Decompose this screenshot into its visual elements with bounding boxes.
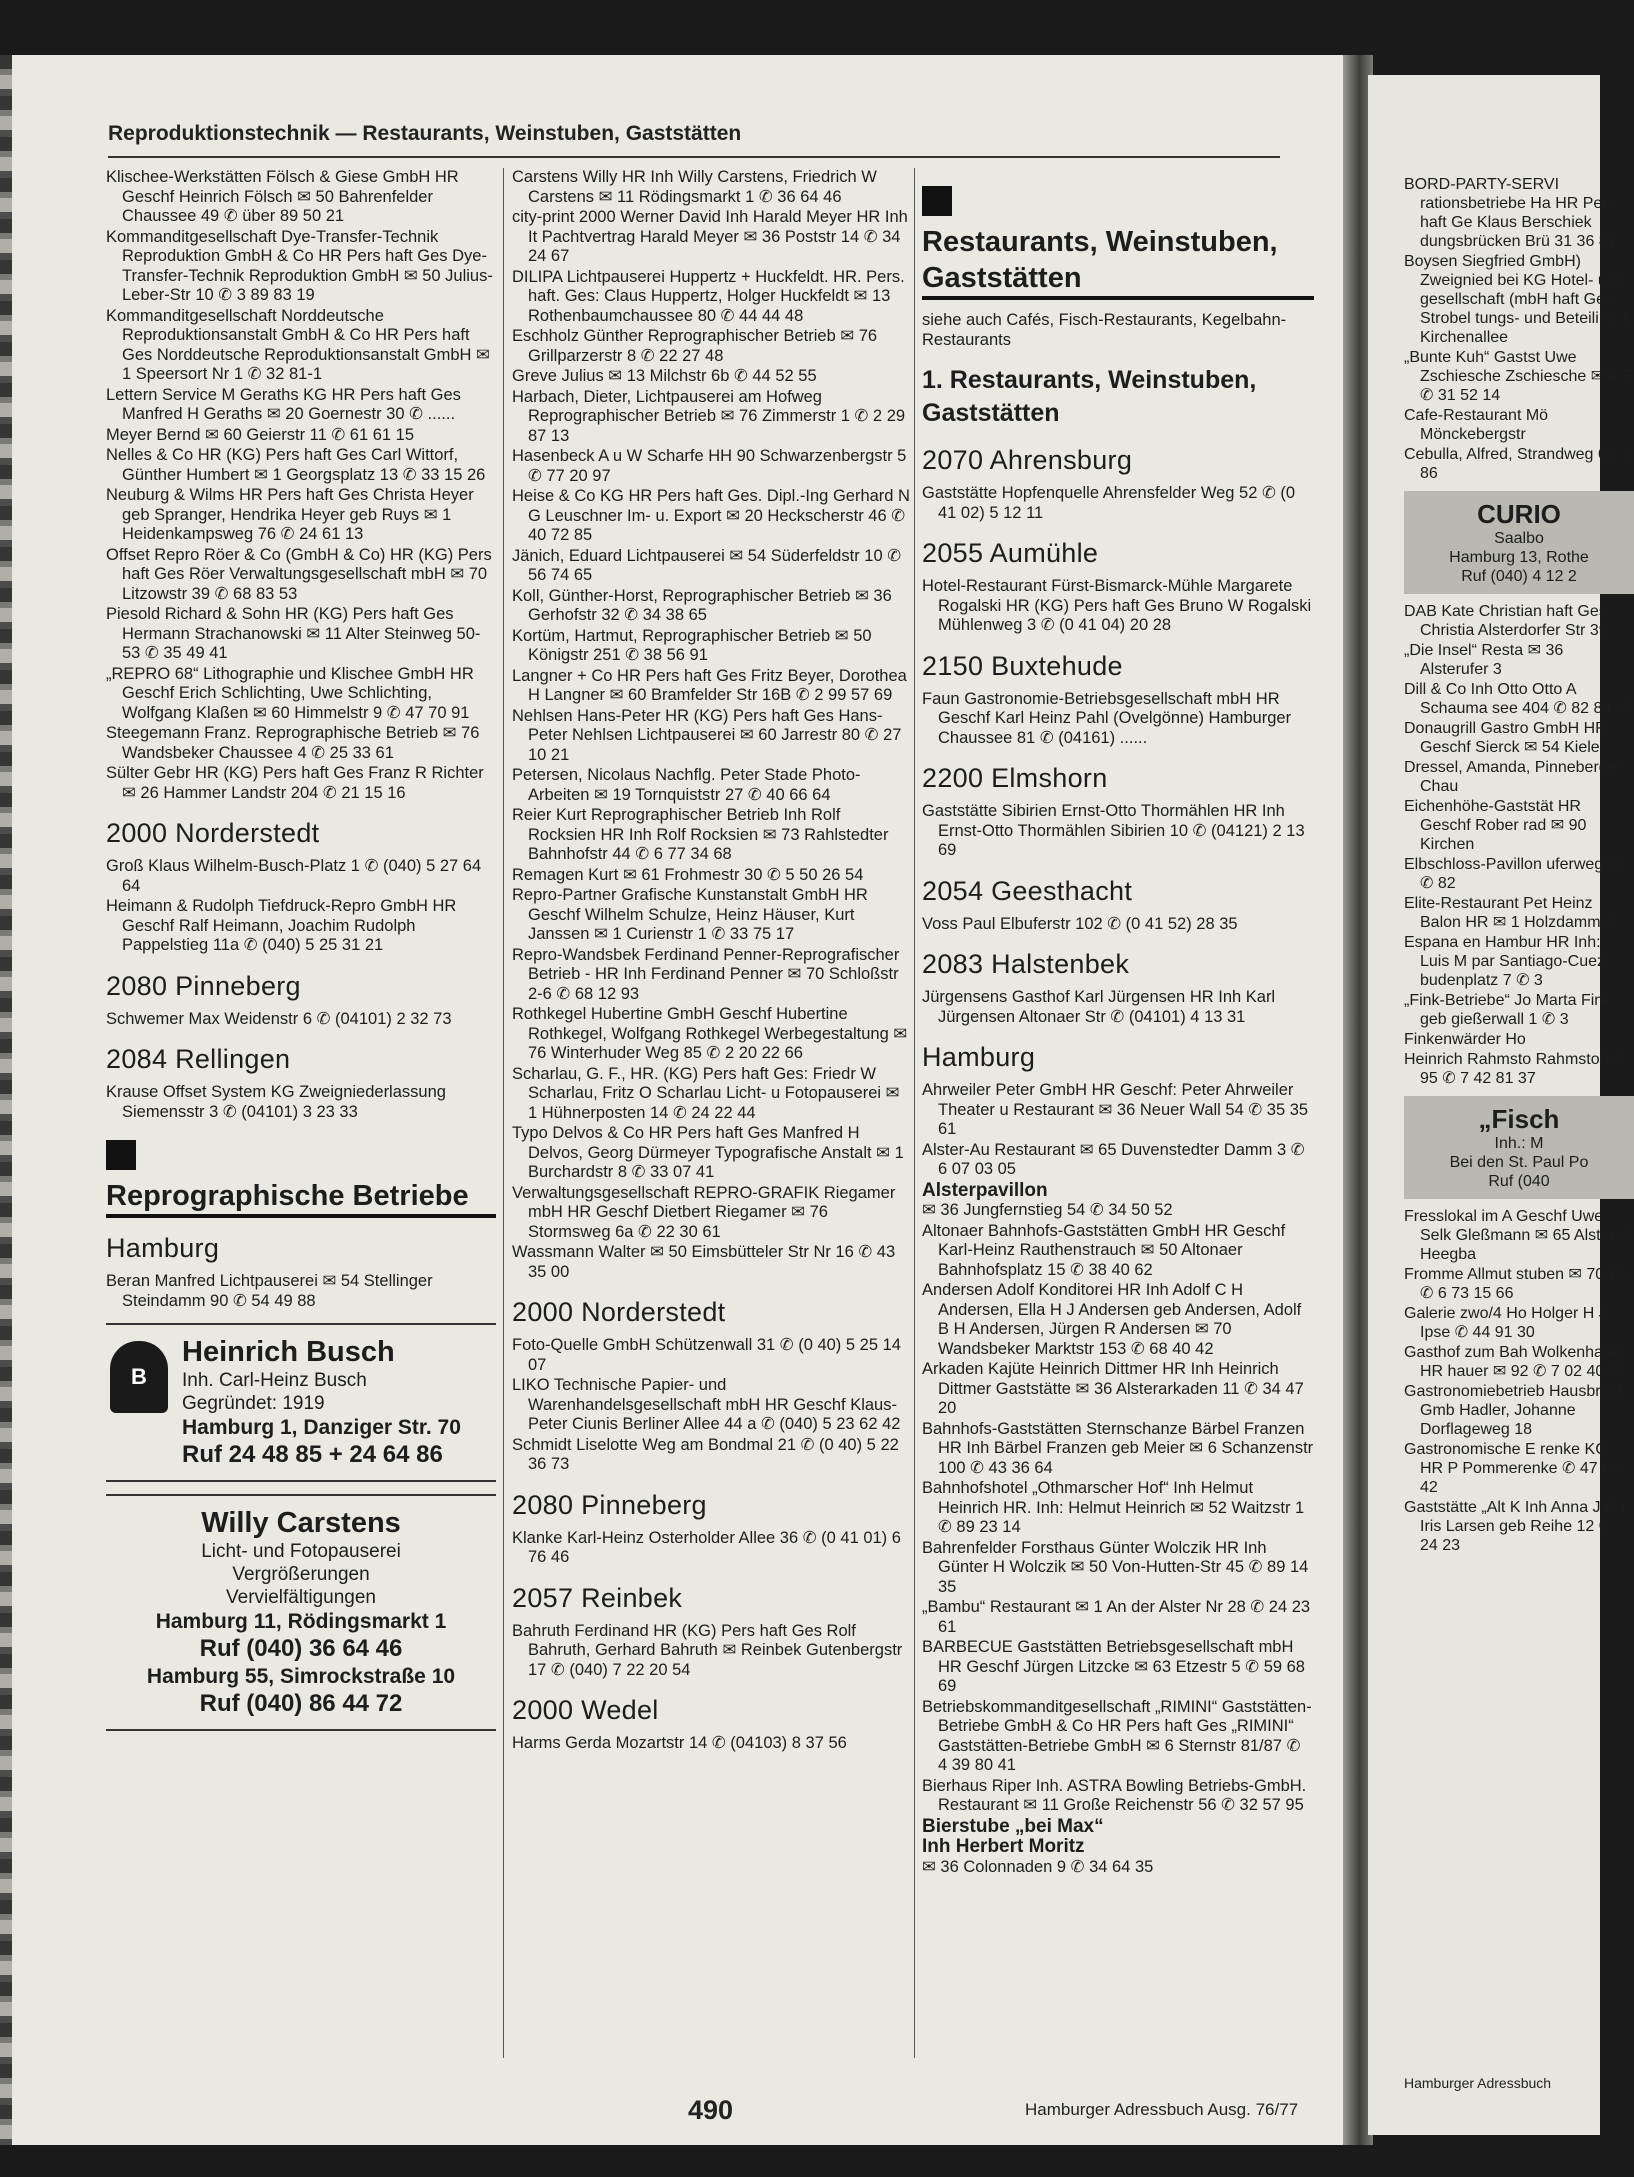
right-page-ad-box bbox=[1404, 1096, 1634, 1199]
directory-entry: Groß Klaus Wilhelm-Busch-Platz 1 ✆ (040) 5 27 64 64 bbox=[106, 857, 482, 895]
directory-entry: Reier Kurt Reprographischer Betrieb Inh Rolf Rocksien HR Inh Rolf Rocksien ✉ 73 Rahlstedter Bahnhofstr 44 ✆ 6 77 34 68 bbox=[512, 806, 889, 863]
right-page-entry: „Die Insel“ Resta ✉ 36 Alsterufer 3 bbox=[1404, 642, 1564, 678]
column-divider bbox=[914, 168, 915, 2058]
section-heading: Restaurants, Weinstuben, Gaststätten bbox=[922, 224, 1314, 300]
directory-entry: Bahnhofshotel „Othmarscher Hof“ Inh Helmut Heinrich HR. Inh: Helmut Heinrich ✉ 52 Waitzstr 1 ✆ 89 23 14 bbox=[922, 1479, 1305, 1536]
directory-entry: Beran Manfred Lichtpauserei ✉ 54 Stellinger Steindamm 90 ✆ 54 49 88 bbox=[106, 1272, 433, 1310]
section-heading: Reprographische Betriebe bbox=[106, 1178, 496, 1218]
page-footer: Hamburger Adressbuch Ausg. 76/77 bbox=[1025, 2100, 1299, 2119]
city-heading: 2083 Halstenbek bbox=[922, 949, 1130, 979]
right-page-ad-line2: Hamburg 13, Rothe bbox=[1449, 549, 1589, 566]
directory-entry: Heimann & Rudolph Tiefdruck-Repro GmbH HR Geschf Ralf Heimann, Joachim Rudolph Pappelstieg 11a ✆ (040) 5 25 31 21 bbox=[106, 897, 457, 954]
directory-entry: Gaststätte Hopfenquelle Ahrensfelder Weg 52 ✆ (0 41 02) 5 12 11 bbox=[922, 484, 1296, 522]
right-page-ad-line1: Saalbo bbox=[1494, 530, 1544, 547]
directory-entry: Kommanditgesellschaft Dye-Transfer-Technik Reproduktion GmbH & Co HR Pers haft Ges Dye-Transfer-Technik Reproduktion GmbH ✉ 50 Julius-Leber-Str 10 ✆ 3 89 83 19 bbox=[106, 227, 493, 304]
right-page-ad-line2: Bei den St. Paul Po bbox=[1449, 1154, 1589, 1171]
directory-entry: BARBECUE Gaststätten Betriebsgesellschaft mbH HR Geschf Jürgen Litzcke ✉ 63 Etzestr 5 ✆ 59 68 69 bbox=[922, 1638, 1305, 1695]
right-page-entry: Elite-Restaurant Pet Heinz Balon HR ✉ 1 Holzdamm 4 bbox=[1404, 895, 1614, 931]
entry-list bbox=[512, 168, 910, 1754]
directory-entry: Klischee-Werkstätten Fölsch & Giese GmbH HR Geschf Heinrich Fölsch ✉ 50 Bahrenfelder Chaussee 49 ✆ über 89 50 21 bbox=[106, 168, 459, 225]
right-page-entry: Fresslokal im A Geschf Uwe Selk Gleßmann ✉ 65 Alstertal Heegba bbox=[1404, 1208, 1632, 1263]
directory-entry: Nehlsen Hans-Peter HR (KG) Pers haft Ges Hans-Peter Nehlsen Lichtpauserei ✉ 60 Jarrestr 80 ✆ 27 10 21 bbox=[512, 706, 902, 764]
directory-entry: Wassmann Walter ✉ 50 Eimsbütteler Str Nr 16 ✆ 43 35 00 bbox=[512, 1243, 896, 1281]
directory-entry: Meyer Bernd ✉ 60 Geierstr 11 ✆ 61 61 15 bbox=[106, 425, 414, 444]
city-heading: 2000 Wedel bbox=[512, 1695, 659, 1725]
directory-entry: Ahrweiler Peter GmbH HR Geschf: Peter Ahrweiler Theater u Restaurant ✉ 36 Neuer Wall 54 ✆ 35 35 61 bbox=[922, 1081, 1309, 1138]
directory-entry: Offset Repro Röer & Co (GmbH & Co) HR (KG) Pers haft Ges Röer Verwaltungsgesellschaft mbH ✉ 70 Litzowstr 39 ✆ 68 83 53 bbox=[106, 545, 492, 603]
ad-heinrich-busch bbox=[106, 1323, 496, 1482]
right-page-entry: Cafe-Restaurant Mö Mönckebergstr bbox=[1404, 407, 1549, 443]
right-page-entry: Boysen Siegfried GmbH) Zweignied bei KG Hotel- und gesellschaft (mbH haft Ges Strobel tungs- und Beteili ✉ 1 Kirchenallee bbox=[1404, 253, 1630, 346]
right-page-entry: Espana en Hambur HR Inh: Luis M par Santiago-Cuez budenplatz 7 ✆ 3 bbox=[1404, 934, 1605, 989]
directory-entry: Heise & Co KG HR Pers haft Ges. Dipl.-Ing Gerhard N G Leuschner Im- u. Export ✉ 20 Heckscherstr 46 ✆ 40 72 85 bbox=[512, 487, 910, 544]
directory-entry: Betriebskommanditgesellschaft „RIMINI“ Gaststätten-Betriebe GmbH & Co HR Pers haft Ges „RIMINI“ Gaststätten-Betriebe GmbH ✉ 6 Sternstr 81/87 ✆ 4 39 80 41 bbox=[922, 1697, 1312, 1774]
directory-entry: Sülter Gebr HR (KG) Pers haft Ges Franz R Richter ✉ 26 Hammer Landstr 204 ✆ 21 15 16 bbox=[106, 764, 484, 802]
entry-list bbox=[106, 168, 496, 1311]
directory-entry: city-print 2000 Werner David Inh Harald Meyer HR Inh It Pachtvertrag Harald Meyer ✉ 36 Poststr 14 ✆ 34 24 67 bbox=[512, 208, 908, 265]
ad-busch-address: Hamburg 1, Danziger Str. 70 bbox=[182, 1416, 461, 1439]
ad-busch-line: Inh. Carl-Heinz Busch bbox=[182, 1370, 367, 1391]
directory-entry: Eschholz Günther Reprographischer Betrieb ✉ 76 Grillparzerstr 8 ✆ 22 27 48 bbox=[512, 327, 878, 365]
directory-entry: Repro-Partner Grafische Kunstanstalt GmbH HR Geschf Wilhelm Schulze, Heinz Häuser, Kurt Janssen ✉ 1 Curienstr 1 ✆ 33 75 17 bbox=[512, 886, 868, 943]
bold-entry: Alsterpavillon bbox=[922, 1179, 1048, 1201]
right-page-entry: Donaugrill Gastro GmbH HR Geschf Sierck ✉ 54 Kiele bbox=[1404, 720, 1607, 756]
right-page-entry: Galerie zwo/4 Ho Holger H J Ipse ✆ 44 91 30 bbox=[1404, 1305, 1607, 1341]
ad-carstens-address-2: Hamburg 55, Simrockstraße 10 bbox=[146, 1665, 456, 1688]
directory-entry: Kommanditgesellschaft Norddeutsche Reproduktionsanstalt GmbH & Co HR Pers haft Ges Norddeutsche Reproduktionsanstalt GmbH ✉ 1 Speersort Nr 1 ✆ 32 81-1 bbox=[106, 306, 490, 383]
right-page-entry: Fromme Allmut stuben ✉ 70 Da ✆ 6 73 15 66 bbox=[1404, 1266, 1630, 1302]
right-page-entry: Elbschloss-Pavillon uferweg 80 ✆ 82 bbox=[1404, 856, 1626, 892]
right-page-entries bbox=[1404, 175, 1634, 1556]
ad-busch-phone: Ruf 24 48 85 + 24 64 86 bbox=[182, 1441, 443, 1468]
directory-entry: Nelles & Co HR (KG) Pers haft Ges Carl Wittorf, Günther Humbert ✉ 1 Georgsplatz 13 ✆ 33 15 26 bbox=[106, 446, 486, 484]
directory-entry: Steegemann Franz. Reprographische Betrieb ✉ 76 Wandsbeker Chaussee 4 ✆ 25 33 61 bbox=[106, 724, 480, 762]
directory-entry: LIKO Technische Papier- und Warenhandelsgesellschaft mbH HR Geschf Klaus-Peter Ciunis Berliner Allee 44 a ✆ (040) 5 23 62 42 bbox=[512, 1376, 901, 1433]
city-heading: 2057 Reinbek bbox=[512, 1582, 683, 1613]
directory-entry: ✉ 36 Colonnaden 9 ✆ 34 64 35 bbox=[922, 1857, 1154, 1876]
directory-entry: Faun Gastronomie-Betriebsgesellschaft mbH HR Geschf Karl Heinz Pahl (Ovelgönne) Hamburger Chaussee 81 ✆ (04161) ...... bbox=[922, 689, 1292, 747]
right-page-entry: Finkenwärder Ho bbox=[1404, 1031, 1526, 1048]
page-header: Reproduktionstechnik — Restaurants, Weinstuben, Gaststätten bbox=[108, 122, 742, 145]
right-page-entry: Cebulla, Alfred, Strandweg 65 ✆ 86 bbox=[1404, 446, 1634, 482]
city-heading: 2080 Pinneberg bbox=[106, 970, 301, 1001]
right-page-entry: BORD-PARTY-SERVI rationsbetriebe Ha HR Pers haft Ge Klaus Berschiek dungsbrücken Brü 31 36 87 bbox=[1404, 176, 1617, 250]
city-heading: 2084 Rellingen bbox=[106, 1044, 291, 1074]
right-page-entry: „Bunte Kuh“ Gastst Uwe Zschiesche Zschiesche ✉ 4 F ✆ 31 52 14 bbox=[1404, 349, 1632, 404]
header-rule bbox=[108, 156, 1280, 158]
city-heading: 2000 Norderstedt bbox=[512, 1297, 726, 1327]
right-page-footer: Hamburger Adressbuch bbox=[1404, 2075, 1552, 2091]
column-divider bbox=[503, 168, 504, 2058]
directory-entry: Piesold Richard & Sohn HR (KG) Pers haft Ges Hermann Strachanowski ✉ 11 Alter Steinweg 50-53 ✆ 35 49 41 bbox=[106, 605, 481, 662]
directory-entry: Bahruth Ferdinand HR (KG) Pers haft Ges Rolf Bahruth, Gerhard Bahruth ✉ Reinbek Gutenbergstr 17 ✆ (040) 7 22 20 54 bbox=[512, 1621, 903, 1679]
right-page-entry: Eichenhöhe-Gaststät HR Geschf Rober rad ✉ 90 Kirchen bbox=[1404, 798, 1587, 853]
directory-entry: ✉ 36 Jungfernstieg 54 ✆ 34 50 52 bbox=[922, 1201, 1173, 1219]
bold-entry: Inh Herbert Moritz bbox=[922, 1836, 1085, 1857]
directory-entry: Harbach, Dieter, Lichtpauserei am Hofweg Reprographischer Betrieb ✉ 76 Zimmerstr 1 ✆ 2 29 87 13 bbox=[512, 387, 906, 445]
directory-entry: Bierhaus Riper Inh. ASTRA Bowling Betriebs-GmbH. Restaurant ✉ 11 Große Reichenstr 56 ✆ 32 57 95 bbox=[922, 1776, 1307, 1814]
right-page-ad-title: „Fisch bbox=[1478, 1104, 1560, 1134]
city-heading: Hamburg bbox=[106, 1233, 220, 1263]
directory-entry: Petersen, Nicolaus Nachflg. Peter Stade Photo-Arbeiten ✉ 19 Tornquiststr 27 ✆ 40 66 64 bbox=[512, 766, 861, 804]
directory-entry: Carstens Willy HR Inh Willy Carstens, Friedrich W Carstens ✉ 11 Rödingsmarkt 1 ✆ 36 64 46 bbox=[512, 168, 877, 206]
directory-entry: Altonaer Bahnhofs-Gaststätten GmbH HR Geschf Karl-Heinz Rauthenstrauch ✉ 50 Altonaer Bahnhofsplatz 15 ✆ 38 40 62 bbox=[922, 1221, 1286, 1279]
directory-entry: Krause Offset System KG Zweigniederlassung Siemensstr 3 ✆ (04101) 3 23 33 bbox=[106, 1083, 446, 1121]
ad-busch-row bbox=[110, 1335, 492, 1470]
right-page-ad-line3: Ruf (040) 4 12 2 bbox=[1461, 568, 1577, 585]
city-heading: 2070 Ahrensburg bbox=[922, 445, 1133, 475]
section-marker-square bbox=[106, 1140, 136, 1170]
directory-entry: Rothkegel Hubertine GmbH Geschf Hubertine Rothkegel, Wolfgang Rothkegel Werbegestaltung ✉ 76 Winterhuder Weg 85 ✆ 2 20 22 66 bbox=[512, 1005, 908, 1062]
directory-entry: Hotel-Restaurant Fürst-Bismarck-Mühle Margarete Rogalski HR (KG) Pers haft Ges Bruno W Rogalski Mühlenweg 3 ✆ (0 41 04) 20 28 bbox=[922, 577, 1312, 634]
right-page-entry: Heinrich Rahmsto Rahmstorf ✉ 95 ✆ 7 42 81 37 bbox=[1404, 1051, 1628, 1087]
right-page-entry: DAB Kate Christian haft Ges Christia Alsterdorfer Str 39 bbox=[1404, 603, 1608, 639]
directory-entry: Langner + Co HR Pers haft Ges Fritz Beyer, Dorothea H Langner ✉ 60 Bramfelder Str 16B ✆ 2 99 57 69 bbox=[512, 666, 907, 704]
ad-carstens-line: Vervielfältigungen bbox=[226, 1587, 376, 1608]
directory-entry: Remagen Kurt ✉ 61 Frohmestr 30 ✆ 5 50 26 54 bbox=[512, 865, 864, 884]
directory-entry: Alster-Au Restaurant ✉ 65 Duvenstedter Damm 3 ✆ 6 07 03 05 bbox=[922, 1140, 1305, 1178]
subsection-heading: 1. Restaurants, Weinstuben, Gaststätten bbox=[922, 366, 1257, 427]
right-page-entry: Gasthof zum Bah Wolkenhauer HR hauer ✉ 92 ✆ 7 02 40 17 bbox=[1404, 1344, 1627, 1380]
right-page-entry: Dill & Co Inh Otto Otto A Schauma see 404 ✆ 82 84 43 bbox=[1404, 681, 1634, 717]
city-heading: 2200 Elmshorn bbox=[922, 763, 1108, 793]
ad-carstens-phone-2: Ruf (040) 86 44 72 bbox=[199, 1690, 403, 1717]
entry-list bbox=[922, 186, 1314, 1877]
directory-entry: Kortüm, Hartmut, Reprographischer Betrieb ✉ 50 Königstr 251 ✆ 38 56 91 bbox=[512, 626, 872, 664]
directory-entry: Voss Paul Elbuferstr 102 ✆ (0 41 52) 28 35 bbox=[922, 914, 1238, 933]
right-page-entry: Gastronomische E renke KG HR P Pommerenke ✆ 47 00 42 bbox=[1404, 1441, 1620, 1496]
right-page bbox=[1368, 75, 1634, 2135]
directory-entry: Typo Delvos & Co HR Pers haft Ges Manfred H Delvos, Georg Dürmeyer Typografische Anstalt ✉ 1 Burchardstr 8 ✆ 33 07 41 bbox=[512, 1124, 904, 1181]
city-heading: Hamburg bbox=[922, 1042, 1036, 1072]
directory-entry: Jänich, Eduard Lichtpauserei ✉ 54 Süderfeldstr 10 ✆ 56 74 65 bbox=[512, 546, 902, 584]
directory-entry: Bahnhofs-Gaststätten Sternschanze Bärbel Franzen HR Inh Bärbel Franzen geb Meier ✉ 6 Schanzenstr 100 ✆ 43 36 64 bbox=[922, 1419, 1314, 1477]
city-heading: 2000 Norderstedt bbox=[106, 818, 320, 848]
column-3 bbox=[922, 168, 1314, 1878]
directory-entry: Bahrenfelder Forsthaus Günter Wolczik HR Inh Günter H Wolczik ✉ 50 Von-Hutten-Str 45 ✆ 89 14 35 bbox=[922, 1538, 1309, 1596]
city-heading: 2080 Pinneberg bbox=[512, 1489, 707, 1520]
ad-carstens-address-1: Hamburg 11, Rödingsmarkt 1 bbox=[155, 1610, 447, 1633]
city-heading: 2055 Aumühle bbox=[922, 538, 1099, 568]
city-heading: 2150 Buxtehude bbox=[922, 650, 1123, 681]
right-page-ad-box bbox=[1404, 491, 1634, 594]
directory-entry: Harms Gerda Mozartstr 14 ✆ (04103) 8 37 56 bbox=[512, 1734, 847, 1752]
city-heading: 2054 Geesthacht bbox=[922, 875, 1133, 906]
see-also-note: siehe auch Cafés, Fisch-Restaurants, Kegelbahn-Restaurants bbox=[922, 311, 1287, 349]
ad-carstens-phone-1: Ruf (040) 36 64 46 bbox=[199, 1635, 403, 1662]
page-number: 490 bbox=[688, 2095, 734, 2125]
directory-entry: Gaststätte Sibirien Ernst-Otto Thormählen HR Inh Ernst-Otto Thormählen Sibirien 10 ✆ (04121) 2 13 69 bbox=[922, 802, 1305, 859]
section-marker-square bbox=[922, 186, 952, 216]
directory-entry: DILIPA Lichtpauserei Huppertz + Huckfeldt. HR. Pers. haft. Ges: Claus Huppertz, Holger Huckfeldt ✉ 13 Rothenbaumchaussee 80 ✆ 44 44 48 bbox=[512, 267, 905, 325]
column-2 bbox=[512, 168, 910, 1755]
bold-entry: Bierstube „bei Max“ bbox=[922, 1815, 1104, 1837]
directory-entry: Repro-Wandsbek Ferdinand Penner-Reprografischer Betrieb - HR Inh Ferdinand Penner ✉ 70 Schloßstr 2-6 ✆ 68 12 93 bbox=[512, 945, 900, 1003]
ad-busch-line: Gegründet: 1919 bbox=[182, 1393, 325, 1414]
ad-willy-carstens bbox=[106, 1494, 496, 1731]
right-page-entry: Gastronomiebetrieb Hausbruch Gmb Hadler, Johanne Dorflageweg 18 bbox=[1404, 1383, 1627, 1438]
directory-entry: Klanke Karl-Heinz Osterholder Allee 36 ✆ (0 41 01) 6 76 46 bbox=[512, 1528, 901, 1566]
directory-entry: Foto-Quelle GmbH Schützenwall 31 ✆ (0 40) 5 25 14 07 bbox=[512, 1336, 901, 1374]
directory-entry: Schwemer Max Weidenstr 6 ✆ (04101) 2 32 73 bbox=[106, 1009, 452, 1028]
ad-busch-text bbox=[182, 1335, 461, 1470]
right-page-entry: Dressel, Amanda, Pinneberger Chau bbox=[1404, 759, 1622, 795]
ad-carstens-title: Willy Carstens bbox=[201, 1507, 401, 1539]
directory-entry: Scharlau, G. F., HR. (KG) Pers haft Ges: Friedr W Scharlau, Fritz O Scharlau Licht- u Fotopauserei ✉ 1 Hühnerposten 14 ✆ 24 22 44 bbox=[512, 1064, 900, 1122]
directory-entry: Greve Julius ✉ 13 Milchstr 6b ✆ 44 52 55 bbox=[512, 367, 817, 385]
directory-entry: Andersen Adolf Konditorei HR Inh Adolf C H Andersen, Ella H J Andersen geb Andersen, Adolf B H Andersen, Jürgen R Andersen ✉ 70 Wandsbeker Marktstr 153 ✆ 68 40 42 bbox=[922, 1281, 1302, 1358]
directory-entry: Jürgensens Gasthof Karl Jürgensen HR Inh Karl Jürgensen Altonaer Str ✆ (04101) 4 13 31 bbox=[922, 988, 1276, 1026]
directory-entry: Arkaden Kajüte Heinrich Dittmer HR Inh Heinrich Dittmer Gaststätte ✉ 36 Alsterarkaden 11 ✆ 34 47 20 bbox=[922, 1360, 1304, 1417]
ad-carstens-line: Vergrößerungen bbox=[232, 1564, 370, 1585]
directory-entry: Neuburg & Wilms HR Pers haft Ges Christa Heyer geb Spranger, Hendrika Heyer geb Ruys ✉ 1 Heidenkampsweg 76 ✆ 24 61 13 bbox=[106, 486, 474, 543]
right-page-ad-line3: Ruf (040 bbox=[1488, 1173, 1550, 1190]
directory-entry: „Bambu“ Restaurant ✉ 1 An der Alster Nr 28 ✆ 24 23 61 bbox=[922, 1598, 1311, 1636]
directory-entry: Hasenbeck A u W Scharfe HH 90 Schwarzenbergstr 5 ✆ 77 20 97 bbox=[512, 447, 907, 485]
busch-logo-icon: B bbox=[110, 1341, 168, 1413]
right-page-entry: Gaststätte „Alt K Inh Anna J C I Iris Larsen geb Reihe 12 ✆ 24 23 bbox=[1404, 1499, 1626, 1554]
directory-entry: Schmidt Liselotte Weg am Bondmal 21 ✆ (0 40) 5 22 36 73 bbox=[512, 1435, 899, 1473]
directory-entry: Koll, Günther-Horst, Reprographischer Betrieb ✉ 36 Gerhofstr 32 ✆ 34 38 65 bbox=[512, 586, 892, 624]
right-page-ad-title: CURIO bbox=[1477, 499, 1561, 529]
column-1 bbox=[106, 168, 496, 1743]
ad-carstens-line: Licht- und Fotopauserei bbox=[201, 1541, 401, 1562]
right-page-entry: „Fink-Betriebe“ Jo Marta Fink geb gießerwall 1 ✆ 3 bbox=[1404, 992, 1612, 1028]
right-page-ad-line1: Inh.: M bbox=[1494, 1135, 1544, 1152]
directory-entry: Verwaltungsgesellschaft REPRO-GRAFIK Riegamer mbH HR Geschf Dietbert Riegamer ✉ 76 Stormsweg 6a ✆ 22 30 61 bbox=[512, 1183, 896, 1241]
directory-entry: „REPRO 68“ Lithographie und Klischee GmbH HR Geschf Erich Schlichting, Uwe Schlichting, Wolfgang Klaßen ✉ 60 Himmelstr 9 ✆ 47 70 91 bbox=[106, 664, 474, 722]
ad-busch-title: Heinrich Busch bbox=[182, 1336, 395, 1368]
directory-entry: Lettern Service M Geraths KG HR Pers haft Ges Manfred H Geraths ✉ 20 Goernestr 30 ✆ ...... bbox=[106, 385, 461, 423]
